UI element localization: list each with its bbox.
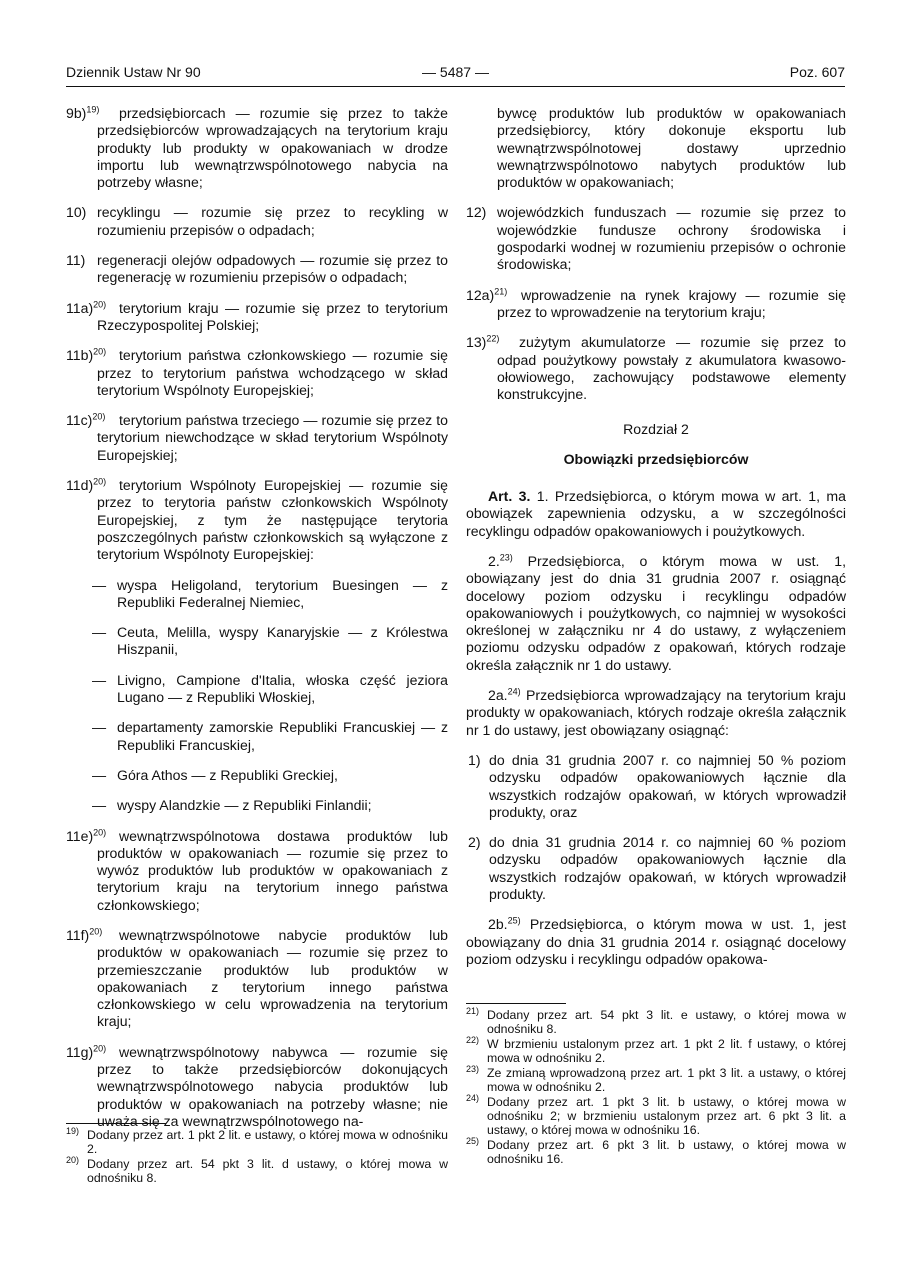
dash-mark: —: [92, 624, 107, 641]
definition-item-12: [466, 204, 846, 273]
territory-exclusion: [92, 624, 448, 659]
dash-mark: —: [92, 576, 107, 593]
paragraph-number: 2a.: [488, 687, 508, 704]
item-number: 11c): [66, 412, 93, 429]
footnote-number: 22): [466, 1034, 480, 1045]
footnote-ref: 20): [93, 826, 107, 837]
paragraph-2a: [466, 687, 846, 739]
paragraph-number: 2.: [488, 552, 500, 569]
footnote-text: Dodany przez art. 1 pkt 2 lit. e ustawy, o której mowa w odnośniku 2.: [87, 1128, 448, 1156]
item-text: wewnątrzwspólnotowe nabycie produktów lub produktów w opakowaniach — rozumie się przez to przemieszczanie produktów lub produktów w opakowaniach z terytorium innego państwa członkowskiego w celu wprowadzenia na terytorium kraju;: [97, 926, 448, 1030]
footnote-ref: 23): [499, 552, 513, 563]
item-text: terytorium państwa członkowskiego — rozumie się przez to terytorium państwa wchodzącego w skład terytorium Wspólnoty Europejskiej;: [97, 347, 448, 398]
exclusion-text: Ceuta, Melilla, wyspy Kanaryjskie — z Królestwa Hiszpanii,: [117, 624, 448, 658]
footnote-ref: 20): [92, 411, 106, 422]
journal-title: Dziennik Ustaw Nr 90: [66, 64, 201, 80]
definition-item-11d: [66, 477, 448, 563]
position-number: Poz. 607: [789, 64, 845, 80]
right-footnotes: [466, 1005, 846, 1167]
item-number: 9b): [66, 105, 87, 121]
chapter-title: Obowiązki przedsiębiorców: [563, 450, 749, 467]
footnote: [466, 1092, 846, 1137]
definition-item-11a: [66, 300, 448, 335]
footnote-ref: 19): [86, 104, 100, 115]
article-text: 1. Przedsiębiorca, o którym mowa w art. 1, ma obowiązek zapewnienia odzysku, a w szczególności recyklingu odpadów opakowaniowych i poużytkowych.: [466, 488, 846, 539]
dash-mark: —: [92, 719, 107, 736]
exclusion-text: departamenty zamorskie Republiki Francuskiej — z Republiki Francuskiej,: [117, 719, 448, 753]
dash-mark: —: [92, 797, 107, 814]
paragraph-2: [466, 553, 846, 674]
item-text: wewnątrzwspólnotowy nabywca — rozumie się przez to także przedsiębiorców dokonujących wewnątrzwspólnotowego nabycia produktów lub produktów w opakowaniach na potrzeby własne; nie uważa się za wewnątrzwspólnotowego na-: [97, 1043, 448, 1129]
exclusion-text: wyspa Heligoland, terytorium Buesingen — z Republiki Federalnej Niemiec,: [117, 576, 448, 610]
definition-item-10: [66, 204, 448, 239]
sub-item-text: do dnia 31 grudnia 2007 r. co najmniej 50 % poziom odzysku odpadów opakowaniowych łącznie dla wszystkich rodzajów opakowań, w których wprowadził produkty, oraz: [489, 751, 846, 820]
article-label: Art. 3.: [488, 488, 531, 505]
footnote-ref: 20): [89, 926, 103, 937]
footnote-divider: [466, 1003, 566, 1004]
footnote: [466, 1135, 846, 1166]
exclusion-text: Livigno, Campione d'Italia, włoska część jeziora Lugano — z Republiki Włoskiej,: [117, 671, 448, 706]
footnote-text: Ze zmianą wprowadzoną przez art. 1 pkt 3 lit. a ustawy, o której mowa w odnośniku 2.: [487, 1066, 846, 1094]
item-text: wprowadzenie na rynek krajowy — rozumie się przez to wprowadzenie na terytorium kraju;: [497, 286, 846, 320]
sub-item-1: [468, 752, 846, 821]
item-text: terytorium państwa trzeciego — rozumie się przez to terytorium niewchodzące w skład terytorium Wspólnoty Europejskiej;: [97, 412, 448, 463]
chapter-number: Rozdział 2: [623, 421, 689, 438]
footnote-number: 25): [466, 1135, 480, 1146]
exclusion-text: Góra Athos — z Republiki Greckiej,: [117, 766, 338, 783]
item-text: przedsiębiorcach — rozumie się przez to także przedsiębiorców wprowadzających na terytorium kraju produkty lub produkty w opakowaniach w drodze importu lub wewnątrzwspólnotowego nabycia na potrzeby własne;: [97, 105, 448, 191]
item-number: 11g): [66, 1043, 94, 1060]
item-text: terytorium Wspólnoty Europejskiej — rozumie się przez to terytoria państw członkowskich Wspólnoty Europejskiej, z tym że następujące terytoria poszczególnych państw członkowskich są wyłączone z terytorium Wspólnoty Europejskiej:: [97, 477, 448, 563]
footnote-ref: 24): [507, 686, 521, 697]
paragraph-text: Przedsiębiorca wprowadzający na terytorium kraju produkty w opakowaniach, których rodzaje określa załącznik nr 1 do ustawy, jest obowiązany osiągnąć:: [466, 687, 846, 738]
footnote-number: 23): [466, 1063, 480, 1074]
item-number: 12a): [466, 286, 495, 303]
footnote-text: W brzmieniu ustalonym przez art. 1 pkt 2 lit. f ustawy, o której mowa w odnośniku 2.: [487, 1037, 846, 1065]
territory-exclusion: [92, 767, 448, 784]
definition-item-11: [66, 252, 448, 287]
item-text: wewnątrzwspólnotowa dostawa produktów lub produktów w opakowaniach — rozumie się przez to wywóz produktów lub produktów w opakowaniach z terytorium kraju na terytorium innego państwa członkowskiego;: [97, 827, 448, 913]
sub-item-text: do dnia 31 grudnia 2014 r. co najmniej 60 % poziom odzysku odpadów opakowaniowych łącznie dla wszystkich rodzajów opakowań, w których wprowadził produkty.: [489, 834, 846, 902]
paragraph-number: 2b.: [488, 916, 508, 933]
paragraph-text: Przedsiębiorca, o którym mowa w ust. 1, jest obowiązany do dnia 31 grudnia 2014 r. osiągnąć docelowy poziom odzysku i recyklingu odpadów opakowa-: [466, 916, 846, 967]
footnote-text: Dodany przez art. 6 pkt 3 lit. b ustawy, o której mowa w odnośniku 16.: [487, 1138, 846, 1166]
continued-text: [466, 105, 846, 191]
paragraph-text: Przedsiębiorca, o którym mowa w ust. 1, obowiązany jest do dnia 31 grudnia 2007 r. osiągnąć docelowy poziom odzysku i recyklingu odpadów opakowaniowych i poużytkowych, co najmniej w wysokości określonej w załączniku nr 4 do ustawy, z wyłączeniem poziomu odzysku odpadów z opakowań, których rodzaje określa załącznik nr 1 do ustawy.: [466, 552, 846, 673]
page-header: [66, 64, 845, 87]
sub-item-number: 1): [468, 751, 481, 768]
left-column: [66, 105, 448, 1143]
territory-exclusion: [92, 577, 448, 612]
definition-item-11e: [66, 828, 448, 914]
footnote-number: 24): [466, 1092, 480, 1103]
item-number: 11b): [66, 347, 94, 364]
territory-exclusion: [92, 719, 448, 754]
footnote: [466, 1063, 846, 1094]
item-number: 11d): [66, 477, 94, 494]
article-3: [466, 488, 846, 540]
item-number: 12): [466, 204, 487, 221]
footnote-ref: 25): [507, 915, 521, 926]
definition-item-11f: [66, 927, 448, 1031]
territory-exclusion: [92, 672, 448, 707]
dash-mark: —: [92, 766, 107, 783]
definition-item-11g: [66, 1044, 448, 1130]
footnote-text: Dodany przez art. 54 pkt 3 lit. d ustawy, o której mowa w odnośniku 8.: [87, 1157, 448, 1185]
footnote-text: Dodany przez art. 54 pkt 3 lit. e ustawy, o której mowa w odnośniku 8.: [487, 1008, 846, 1036]
footnote: [466, 1005, 846, 1036]
item-text: terytorium kraju — rozumie się przez to terytorium Rzeczypospolitej Polskiej;: [97, 299, 448, 333]
item-number: 13): [466, 334, 487, 351]
item-number: 11f): [66, 926, 90, 943]
item-number: 11a): [66, 299, 94, 316]
footnote-number: 21): [466, 1005, 480, 1016]
footnote-divider: [66, 1123, 166, 1124]
footnote-number: 19): [66, 1125, 80, 1136]
territory-exclusion: [92, 797, 448, 814]
footnote-ref: 20): [93, 298, 107, 309]
sub-item-number: 2): [468, 834, 481, 851]
item-number: 11): [66, 252, 86, 269]
left-footnotes: [66, 1125, 448, 1186]
page-number: — 5487 —: [422, 64, 489, 80]
continued-paragraph: bywcę produktów lub produktów w opakowaniach przedsiębiorcy, który dokonuje eksportu lub wewnątrzwspólnotowej dostawy uprzednio wewnątrzwspólnotowo nabytych produktów lub produktów w opakowaniach;: [497, 105, 846, 191]
definition-item-11b: [66, 347, 448, 399]
sub-item-2: [468, 834, 846, 903]
definition-item-11c: [66, 412, 448, 464]
item-text: regeneracji olejów odpadowych — rozumie się przez to regenerację w rozumieniu przepisów o odpadach;: [97, 252, 448, 286]
footnote-text: Dodany przez art. 1 pkt 3 lit. b ustawy, o której mowa w odnośniku 2; w brzmieniu ustalonym przez art. 6 pkt 3 lit. a ustawy, o której mowa w odnośniku 16.: [487, 1095, 846, 1137]
item-number: 10): [66, 204, 87, 221]
footnote-ref: 20): [93, 476, 107, 487]
footnote-ref: 21): [494, 285, 508, 296]
exclusion-text: wyspy Alandzkie — z Republiki Finlandii;: [117, 797, 372, 814]
definition-item-9b: [66, 105, 448, 191]
definition-item-12a: [466, 287, 846, 322]
footnote-ref: 20): [93, 346, 107, 357]
footnote-ref: 20): [93, 1043, 107, 1054]
footnote: [66, 1125, 448, 1156]
dash-mark: —: [92, 671, 107, 688]
footnote-ref: 22): [486, 333, 500, 344]
paragraph-2b: [466, 916, 846, 968]
footnote: [66, 1154, 448, 1185]
item-text: recyklingu — rozumie się przez to recykling w rozumieniu przepisów o odpadach;: [97, 204, 448, 238]
item-text: wojewódzkich funduszach — rozumie się przez to wojewódzkie fundusze ochrony środowiska i gospodarki wodnej w rozumieniu przepisów o ochronie środowiska;: [497, 204, 846, 273]
footnote-number: 20): [66, 1154, 80, 1165]
item-text: zużytym akumulatorze — rozumie się przez to odpad poużytkowy powstały z akumulatora kwasowo-ołowiowego, zachowujący podstawowe elementy konstrukcyjne.: [497, 334, 846, 403]
right-column: [466, 105, 846, 981]
definition-item-13: [466, 334, 846, 403]
item-number: 11e): [66, 827, 94, 844]
footnote: [466, 1034, 846, 1065]
